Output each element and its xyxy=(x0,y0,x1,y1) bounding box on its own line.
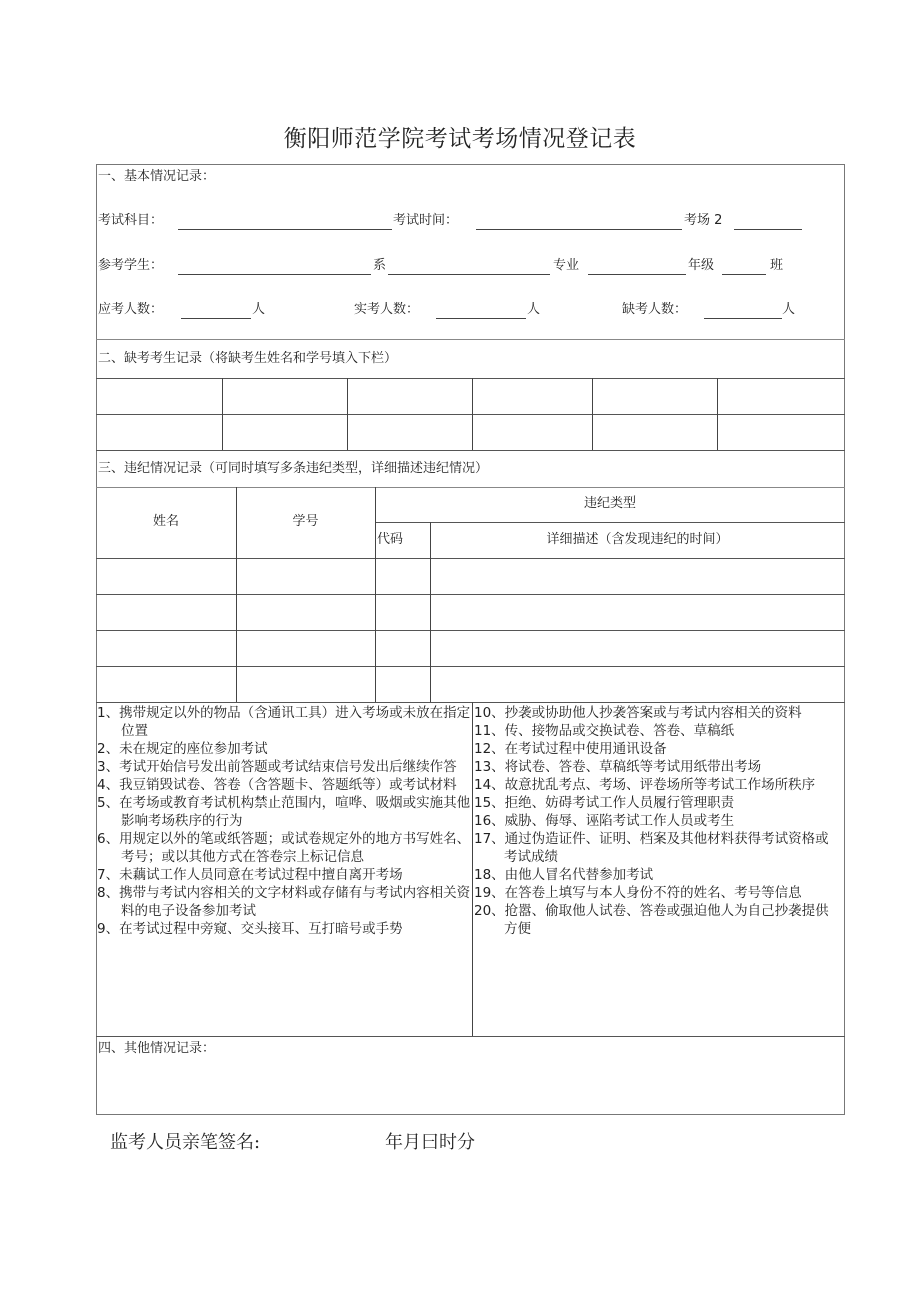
grade-label: 年级 xyxy=(688,258,715,273)
divider xyxy=(96,594,845,595)
section4-heading: 四、其他情况记录： xyxy=(98,1041,216,1056)
major-field[interactable] xyxy=(588,274,686,275)
violation-code-item: 9、在考试过程中旁窥、交头接耳、互打暗号或手势 xyxy=(97,921,403,937)
violation-grid-col-divider xyxy=(375,487,376,702)
actual-unit: 人 xyxy=(527,302,541,317)
students-label: 参考学生： xyxy=(98,258,164,273)
section3-heading: 三、违纪情况记录（可同时填写多条违纪类型，详细描述违纪情况） xyxy=(98,461,489,476)
actual-count-label: 实考人数： xyxy=(354,302,420,317)
divider xyxy=(96,414,845,415)
class-label: 班 xyxy=(770,258,784,273)
signature-label: 监考人员亲笔签名: xyxy=(110,1132,261,1153)
col-header-violation-type: 违纪类型 xyxy=(583,496,636,511)
violation-code-item: 15、拒绝、妨碍考试工作人员履行管理职责 xyxy=(474,795,735,811)
divider xyxy=(375,522,845,523)
violation-code-item: 5、在考场或教育考试机构禁止范围内，喧哗、吸烟或实施其他影响考场秩序的行为 xyxy=(97,795,471,829)
violation-code-item: 18、由他人冒名代替参加考试 xyxy=(474,867,654,883)
room-field[interactable] xyxy=(734,229,802,230)
violation-code-item: 7、未藕试工作人员同意在考试过程中擅自离开考场 xyxy=(97,867,403,883)
col-header-code: 代码 xyxy=(377,532,404,547)
violation-code-item: 19、在答卷上填写与本人身份不符的姓名、考号等信息 xyxy=(474,885,802,901)
grade-field[interactable] xyxy=(722,274,766,275)
dept-label: 系 xyxy=(373,258,387,273)
absent-count-field[interactable] xyxy=(704,318,782,319)
violation-code-item: 8、携带与考试内容相关的文字材料或存储有与考试内容相关资料的电子设备参加考试 xyxy=(97,885,471,919)
absent-unit: 人 xyxy=(782,302,796,317)
divider xyxy=(96,666,845,667)
subject-field[interactable] xyxy=(178,229,392,230)
divider xyxy=(96,339,845,340)
violation-grid-col-divider xyxy=(430,522,431,702)
other-notes-field[interactable] xyxy=(97,1060,844,1114)
violation-codes-left xyxy=(97,704,472,938)
absent-grid-col-divider xyxy=(222,378,223,450)
codes-col-divider xyxy=(472,702,473,1036)
divider xyxy=(96,450,845,451)
exam-time-label: 考试时间： xyxy=(393,213,459,228)
absent-grid-col-divider xyxy=(592,378,593,450)
col-header-student-id: 学号 xyxy=(292,514,319,529)
divider xyxy=(96,630,845,631)
violation-code-item: 4、我豆销毁试卷、答卷（含答题卡、答题纸等）或考试材料 xyxy=(97,777,457,793)
section1-heading: 一、基本情况记录： xyxy=(98,169,216,184)
violation-code-item: 10、抄袭或协助他人抄袭答案或与考试内容相关的资料 xyxy=(474,705,802,721)
violation-code-item: 17、通过伪造证件、证明、档案及其他材料获得考试资格或考试成绩 xyxy=(474,831,829,865)
violation-code-item: 14、故意扰乱考点、考场、评卷场所等考试工作场所秩序 xyxy=(474,777,816,793)
expected-count-label: 应考人数： xyxy=(98,302,164,317)
dept-field[interactable] xyxy=(388,274,550,275)
absent-grid-col-divider xyxy=(472,378,473,450)
divider xyxy=(96,1036,845,1037)
violation-code-item: 11、传、接物品或交换试卷、答卷、草稿纸 xyxy=(474,723,735,739)
form-table xyxy=(96,164,845,1115)
col-header-description: 详细描述（含发现违纪的时间） xyxy=(546,532,729,547)
room-label: 考场 2 xyxy=(684,213,723,228)
violation-code-item: 12、在考试过程中使用通讯设备 xyxy=(474,741,667,757)
divider xyxy=(96,558,845,559)
expected-unit: 人 xyxy=(252,302,266,317)
expected-count-field[interactable] xyxy=(181,318,251,319)
date-label: 年月曰时分 xyxy=(385,1132,475,1153)
violation-codes-right xyxy=(474,704,840,938)
violation-code-item: 1、携带规定以外的物品（含通讯工具）进入考场或未放在指定位置 xyxy=(97,705,471,739)
absent-grid-col-divider xyxy=(347,378,348,450)
absent-grid-col-divider xyxy=(717,378,718,450)
absent-count-label: 缺考人数： xyxy=(622,302,688,317)
violation-code-item: 6、用规定以外的笔或纸答题；或试卷规定外的地方书写姓名、考号；或以其他方式在答卷宗上标记信息 xyxy=(97,831,471,865)
major-label: 专业 xyxy=(553,258,580,273)
violation-code-item: 13、将试卷、答卷、草稿纸等考试用纸带出考场 xyxy=(474,759,762,775)
divider xyxy=(96,487,845,488)
section2-heading: 二、缺考考生记录（将缺考生姓名和学号填入下栏） xyxy=(98,351,398,366)
divider xyxy=(96,378,845,379)
students-field[interactable] xyxy=(178,274,371,275)
actual-count-field[interactable] xyxy=(436,318,526,319)
subject-label: 考试科目： xyxy=(98,213,164,228)
page-title: 衡阳师范学院考试考场情况登记表 xyxy=(283,126,637,152)
violation-code-item: 3、考试开始信号发出前答题或考试结束信号发出后继续作答 xyxy=(97,759,457,775)
violation-code-item: 20、抢嚣、偷取他人试卷、答卷或强迫他人为自己抄袭提供方便 xyxy=(474,903,829,937)
violation-code-item: 2、未在规定的座位参加考试 xyxy=(97,741,268,757)
divider xyxy=(96,702,845,703)
violation-code-item: 16、威胁、侮辱、诬陷考试工作人员或考生 xyxy=(474,813,735,829)
exam-time-field[interactable] xyxy=(476,229,682,230)
col-header-name: 姓名 xyxy=(152,514,179,529)
